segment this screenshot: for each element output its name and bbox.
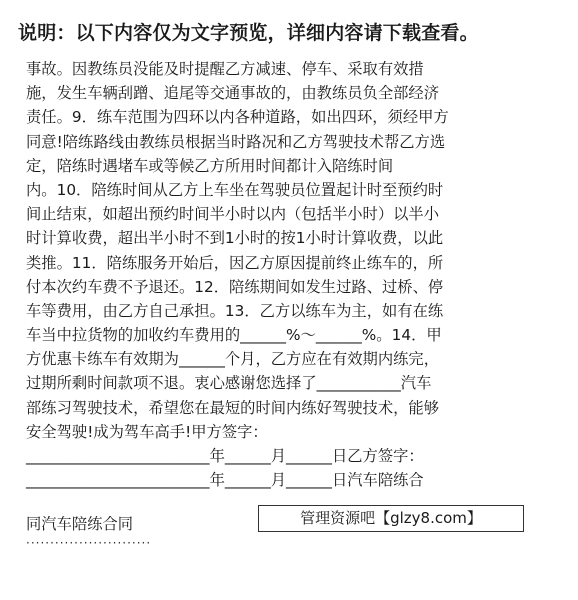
body-line: 施，发生车辆刮蹭、追尾等交通事故的，由教练员负全部经济 — [26, 84, 440, 103]
body-line: 定，陪练时遇堵车或等候乙方所用时间都计入陪练时间 — [26, 156, 394, 175]
preview-notice: 说明：以下内容仅为文字预览，详细内容请下载查看。 — [18, 22, 479, 44]
body-line: 方优惠卡练车有效期为______个月，乙方应在有效期内练完， — [26, 350, 440, 369]
body-line: 间止结束，如超出预约时间半小时以内（包括半小时）以半小 — [26, 205, 440, 224]
body-line: 车等费用，由乙方自己承担。13．乙方以练车为主，如有在练 — [26, 301, 444, 320]
body-line: 过期所剩时间款项不退。衷心感谢您选择了___________汽车 — [26, 374, 432, 393]
document-body — [26, 57, 558, 492]
body-line: 安全驾驶!成为驾车高手!甲方签字： — [26, 422, 268, 441]
body-line: 责任。9．练车范围为四环以内各种道路，如出四环，须经甲方 — [26, 108, 449, 127]
footer-text: 同汽车陪练合同 — [26, 515, 134, 533]
body-line: 类推。11．陪练服务开始后，因乙方原因提前终止练车的，所 — [26, 253, 444, 272]
body-line: 付本次约车费不予退还。12．陪练期间如发生过路、过桥、停 — [26, 277, 444, 296]
body-line: 时计算收费，超出半小时不到1小时的按1小时计算收费，以此 — [26, 229, 444, 248]
site-badge[interactable]: 管理资源吧【glzy8.com】 — [258, 505, 524, 532]
signature-line: ________________________年______月______日汽车陪练合 — [26, 471, 424, 490]
signature-line: ________________________年______月______日乙方签字： — [26, 447, 424, 465]
body-line: 内。10．陪练时间从乙方上车坐在驾驶员位置起计时至预约时 — [26, 180, 444, 199]
body-line: 同意!陪练路线由教练员根据当时路况和乙方驾驶技术帮乙方选 — [26, 132, 446, 151]
body-line: 部练习驾驶技术，希望您在最短的时间内练好驾驶技术，能够 — [26, 398, 440, 417]
dotted-separator: ·························· — [26, 536, 152, 550]
body-line: 事故。因教练员没能及时提醒乙方减速、停车、采取有效措 — [26, 60, 424, 78]
body-line: 车当中拉货物的加收约车费用的______%～______%。14．甲 — [26, 326, 442, 345]
